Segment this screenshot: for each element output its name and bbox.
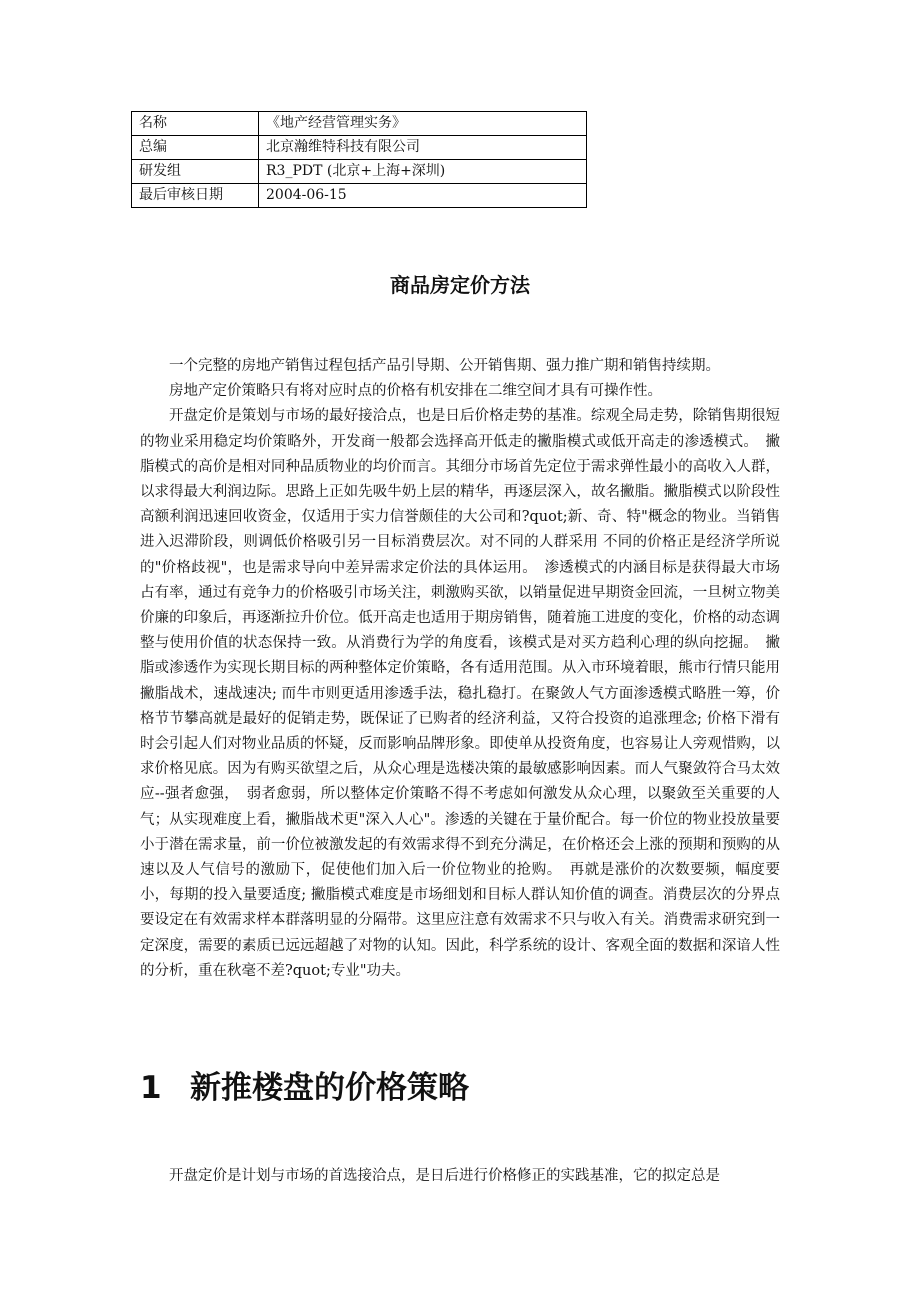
section-body bbox=[140, 1164, 780, 1189]
paragraph: 房地产定价策略只有将对应时点的价格有机安排在二维空间才具有可操作性。 bbox=[169, 383, 662, 400]
section-number: 1 bbox=[140, 1070, 162, 1106]
info-value: 2004-06-15 bbox=[259, 184, 587, 208]
document-title: 商品房定价方法 bbox=[390, 273, 530, 297]
info-row-editor bbox=[132, 136, 587, 160]
info-row-team bbox=[132, 160, 587, 184]
info-value: 《地产经营管理实务》 bbox=[259, 112, 587, 136]
paragraph: 一个完整的房地产销售过程包括产品引导期、公开销售期、强力推广期和销售持续期。 bbox=[169, 358, 720, 374]
document-info-table bbox=[131, 111, 587, 208]
info-row-review-date bbox=[132, 184, 587, 208]
info-key: 研发组 bbox=[132, 160, 259, 184]
info-key: 名称 bbox=[132, 112, 259, 136]
paragraph: 开盘定价是计划与市场的首选接洽点，是日后进行价格修正的实践基准，它的拟定总是 bbox=[169, 1168, 720, 1184]
paragraph: 开盘定价是策划与市场的最好接洽点，也是日后价格走势的基准。综观全局走势，除销售期很短的物业采用稳定均价策略外，开发商一般都会选择高开低走的撇脂模式或低开高走的渗透模式。 撇脂模式的高价是相对同种品质物业的均价而言。其细分市场首先定位于需求弹性最小的高收入人群，以求得最大利润边际。思路上正如先吸牛奶上层的精华，再逐层深入，故名撇脂。撇脂模式以阶段性高额利润迅速回收资金，仅适用于实力信誉颇佳的大公司和?quot;新、奇、特"概念的物业。当销售进入迟滞阶段，则调低价格吸引另一目标消费层次。对不同的人群采用 不同的价格正是经济学所说的"价格歧视"，也是需求导向中差异需求定价法的具体运用。 渗透模式的内涵目标是获得最大市场占有率，通过有竞争力的价格吸引市场关注，刺激购买欲，以销量促进早期资金回流，一旦树立物美价廉的印象后，再逐渐拉升价位。低开高走也适用于期房销售，随着施工进度的变化，价格的动态调整与使用价值的状态保持一致。从消费行为学的角度看，该模式是对买方趋利心理的纵向挖掘。 撇脂或渗透作为实现长期目标的两种整体定价策略，各有适用范围。从入市环境着眼，熊市行情只能用撇脂战术，速战速决; 而牛市则更适用渗透手法，稳扎稳打。在聚敛人气方面渗透模式略胜一筹，价格节节攀高就是最好的促销走势，既保证了已购者的经济利益，又符合投资的追涨理念; 价格下滑有时会引起人们对物业品质的怀疑，反而影响品牌形象。即使单从投资角度，也容易让人旁观惜购，以求价格见底。因为有购买欲望之后，从众心理是选楼决策的最敏感影响因素。而人气聚敛符合马太效应--强者愈强， 弱者愈弱，所以整体定价策略不得不考虑如何激发从众心理，以聚敛至关重要的人气；从实现难度上看，撇脂战术更"深入人心"。渗透的关键在于量价配合。每一价位的物业投放量要小于潜在需求量，前一价位被激发起的有效需求得不到充分满足，在价格还会上涨的预期和预购的从速以及人气信号的激励下，促使他们加入后一价位物业的抢购。 再就是涨价的次数要频，幅度要小，每期的投入量要适度; 撇脂模式难度是市场细划和目标人群认知价值的调查。消费层次的分界点要设定在有效需求样本群落明显的分隔带。这里应注意有效需求不只与收入有关。消费需求研究到一定深度，需要的素质已远远超越了对物的认知。因此，科学系统的设计、客观全面的数据和深谙人性的分析，重在秋毫不差?quot;专业"功夫。 bbox=[140, 408, 780, 979]
info-row-name bbox=[132, 112, 587, 136]
info-value: 北京瀚维特科技有限公司 bbox=[259, 136, 587, 160]
body-text bbox=[140, 354, 780, 984]
info-value: R3_PDT (北京+上海+深圳) bbox=[259, 160, 587, 184]
info-key: 最后审核日期 bbox=[132, 184, 259, 208]
section-title: 新推楼盘的价格策略 bbox=[190, 1070, 469, 1106]
info-key: 总编 bbox=[132, 136, 259, 160]
section-heading bbox=[140, 1063, 469, 1113]
